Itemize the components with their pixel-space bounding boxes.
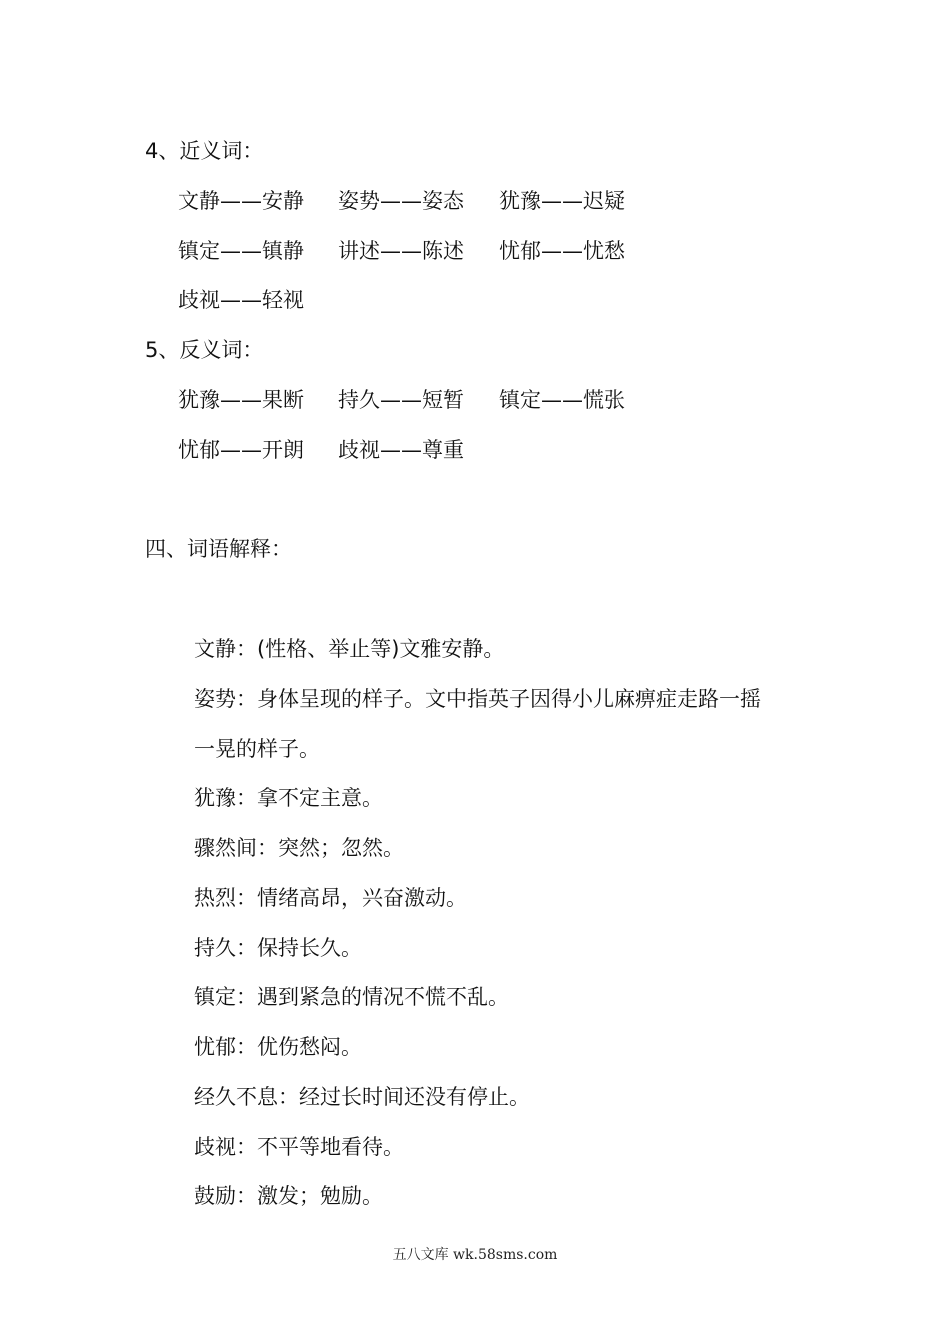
antonym-pair: 歧视——尊重 [338, 438, 464, 462]
antonym-pair: 犹豫——果断 [178, 388, 304, 412]
explanation-line: 经久不息：经过长时间还没有停止。 [194, 1085, 530, 1109]
antonym-pair: 持久——短暂 [338, 388, 464, 412]
antonyms-heading: 5、反义词： [145, 338, 264, 362]
synonym-pair: 歧视——轻视 [178, 288, 304, 312]
footer-watermark: 五八文库 wk.58sms.com [392, 1247, 558, 1263]
explanation-line: 忧郁：优伤愁闷。 [194, 1035, 362, 1059]
explanations-heading: 四、词语解释： [145, 537, 292, 561]
explanation-line: 骤然间：突然；忽然。 [194, 836, 404, 860]
explanation-line: 犹豫：拿不定主意。 [194, 786, 383, 810]
synonym-pair: 犹豫——迟疑 [499, 189, 625, 213]
synonym-pair: 忧郁——忧愁 [499, 239, 625, 263]
explanation-line: 文静：(性格、举止等)文雅安静。 [194, 637, 505, 661]
explanation-line: 持久：保持长久。 [194, 936, 362, 960]
explanation-line: 歧视：不平等地看待。 [194, 1135, 404, 1159]
synonym-pair: 姿势——姿态 [338, 189, 464, 213]
antonym-pair: 忧郁——开朗 [178, 438, 304, 462]
synonyms-heading: 4、近义词： [145, 139, 264, 163]
explanation-line: 姿势：身体呈现的样子。文中指英子因得小儿麻痹症走路一摇 [194, 687, 761, 711]
antonym-pair: 镇定——慌张 [499, 388, 625, 412]
explanation-line: 一晃的样子。 [194, 737, 320, 761]
synonym-pair: 文静——安静 [178, 189, 304, 213]
synonym-pair: 讲述——陈述 [338, 239, 464, 263]
explanation-line: 鼓励：激发；勉励。 [194, 1184, 383, 1208]
synonym-pair: 镇定——镇静 [178, 239, 304, 263]
explanation-line: 镇定：遇到紧急的情况不慌不乱。 [194, 985, 509, 1009]
explanation-line: 热烈：情绪高昂，兴奋激动。 [194, 886, 467, 910]
